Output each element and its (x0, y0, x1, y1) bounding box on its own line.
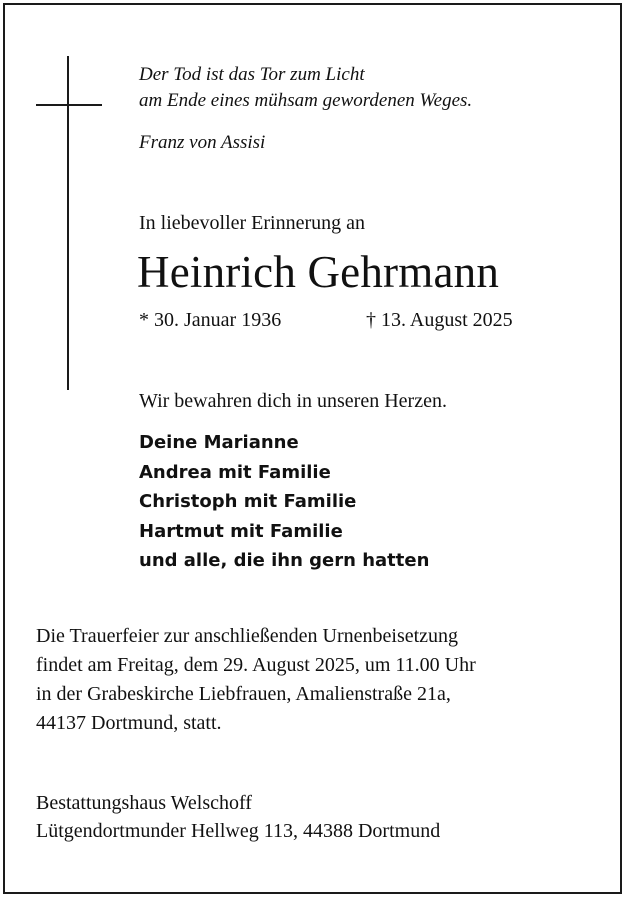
quote-author: Franz von Assisi (139, 132, 266, 153)
service-info (36, 622, 476, 738)
family-member: Christoph mit Familie (139, 491, 357, 512)
service-line: 44137 Dortmund, statt. (36, 712, 222, 734)
cross-icon-bar (36, 104, 102, 106)
service-line: Die Trauerfeier zur anschließenden Urnenbeisetzung (36, 625, 459, 647)
quote-line-1: Der Tod ist das Tor zum Licht (139, 64, 365, 85)
funeral-home (36, 789, 440, 845)
death-date: † 13. August 2025 (366, 309, 513, 331)
cross-icon (67, 56, 69, 390)
intro-text: In liebevoller Erinnerung an (139, 212, 366, 234)
family-list (139, 428, 429, 576)
deceased-name: Heinrich Gehrmann (137, 247, 500, 297)
birth-date: * 30. Januar 1936 (139, 309, 282, 331)
family-member: Andrea mit Familie (139, 461, 331, 483)
funeral-home-name: Bestattungshaus Welschoff (36, 792, 252, 814)
family-member: Hartmut mit Familie (139, 520, 343, 542)
closing-text: Wir bewahren dich in unseren Herzen. (139, 390, 447, 412)
family-member: und alle, die ihn gern hatten (139, 550, 430, 571)
funeral-home-address: Lütgendortmunder Hellweg 113, 44388 Dortmund (36, 820, 441, 842)
quote-line-2: am Ende eines mühsam gewordenen Weges. (139, 90, 473, 111)
service-line: findet am Freitag, dem 29. August 2025, um 11.00 Uhr (36, 654, 476, 676)
family-member: Deine Marianne (139, 432, 299, 453)
service-line: in der Grabeskirche Liebfrauen, Amalienstraße 21a, (36, 683, 451, 705)
